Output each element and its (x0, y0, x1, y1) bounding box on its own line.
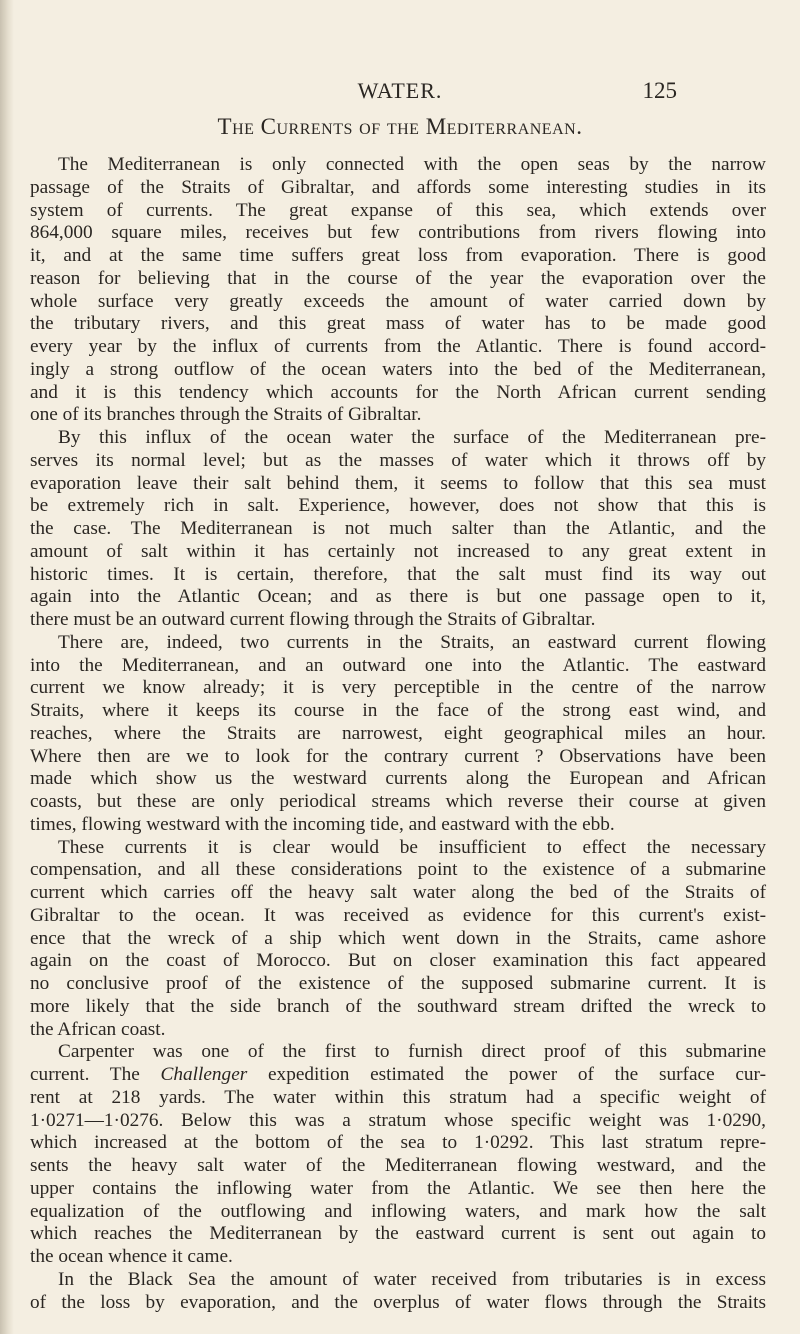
text-line: and it is this tendency which accounts for the North African current sending (30, 381, 766, 403)
text-line: 864,000 square miles, receives but few contributions from rivers flowing into (30, 222, 766, 244)
text-line: In the Black Sea the amount of water received from tributaries is in excess (58, 1268, 766, 1290)
text-line: Straits, where it keeps its course in the face of the strong east wind, and (30, 700, 766, 721)
text-line: there must be an outward current flowing through the Straits of Gibraltar. (30, 609, 596, 630)
text-line: again into the Atlantic Ocean; and as there is but one passage open to it, (30, 586, 766, 608)
text-line: system of currents. The great expanse of this sea, which extends over (30, 199, 766, 221)
text-line: no conclusive proof of the existence of the supposed submarine current. It is (30, 973, 766, 994)
text-line: equalization of the outflowing and inflowing waters, and mark how the salt (30, 1200, 766, 1222)
text-line: be extremely rich in salt. Experience, however, does not show that this is (30, 495, 766, 517)
text-line: The Mediterranean is only connected with the open seas by the narrow (58, 154, 766, 175)
text-line: evaporation leave their salt behind them, it seems to follow that this sea must (30, 472, 766, 494)
text-line: made which show us the westward currents along the European and African (30, 768, 766, 790)
text-line: passage of the Straits of Gibraltar, and affords some interesting studies in its (30, 176, 766, 198)
ship-name: Challenger (160, 1064, 248, 1085)
text-line: current we know already; it is very perceptible in the centre of the narrow (30, 677, 766, 699)
text-line: upper contains the inflowing water from the Atlantic. We see then here the (30, 1177, 766, 1199)
text-line: Where then are we to look for the contrary current ? Observations have been (30, 745, 766, 767)
text-line: rent at 218 yards. The water within this stratum had a specific weight of (30, 1086, 766, 1108)
text-line: historic times. It is certain, therefore, that the salt must find its way out (30, 563, 766, 585)
text-line: more likely that the side branch of the southward stream drifted the wreck to (30, 995, 766, 1017)
text-line: There are, indeed, two currents in the Straits, an eastward current flowing (58, 631, 766, 653)
text-line: which reaches the Mediterranean by the eastward current is sent out again to (30, 1223, 766, 1245)
text-line: coasts, but these are only periodical streams which reverse their course at given (30, 791, 766, 812)
text-line: current which carries off the heavy salt water along the bed of the Straits of (30, 882, 766, 903)
text-line: ingly a strong outflow of the ocean waters into the bed of the Mediterranean, (30, 358, 766, 380)
text-line: of the loss by evaporation, and the overplus of water flows through the Straits (30, 1291, 766, 1313)
text-line: the African coast. (30, 1018, 166, 1040)
text-line: the tributary rivers, and this great mass of water has to be made good (30, 313, 766, 335)
text-line: which increased at the bottom of the sea to 1·0292. This last stratum repre- (30, 1132, 766, 1154)
text-line: Gibraltar to the ocean. It was received as evidence for this current's exist- (30, 904, 766, 926)
text-line: 1·0271—1·0276. Below this was a stratum whose specific weight was 1·0290, (30, 1109, 766, 1131)
body-text (30, 154, 766, 1314)
text-line: it, and at the same time suffers great loss from evaporation. There is good (30, 245, 766, 266)
text-line: the case. The Mediterranean is not much salter than the Atlantic, and the (30, 518, 766, 539)
text-line: sents the heavy salt water of the Mediterranean flowing westward, and the (30, 1155, 766, 1176)
text-line: ence that the wreck of a ship which went down in the Straits, came ashore (30, 927, 766, 949)
running-head (0, 78, 800, 108)
text-line: times, flowing westward with the incoming tide, and eastward with the ebb. (30, 813, 615, 835)
running-title: WATER. (357, 78, 443, 103)
text-line: whole surface very greatly exceeds the amount of water carried down by (30, 290, 766, 312)
page-binding-edge (0, 0, 14, 1334)
page-number: 125 (642, 78, 677, 103)
text-line: again on the coast of Morocco. But on closer examination this fact appeared (30, 950, 766, 972)
text-line: current. The Challenger expedition estimated the power of the surface cur- (30, 1064, 766, 1085)
text-line: These currents it is clear would be insufficient to effect the necessary (58, 836, 766, 858)
text-line: the ocean whence it came. (30, 1246, 233, 1267)
text-line: reaches, where the Straits are narrowest, eight geographical miles an hour. (30, 722, 766, 744)
text-line: reason for believing that in the course of the year the evaporation over the (30, 267, 766, 289)
text-line: every year by the influx of currents from the Atlantic. There is found accord- (30, 336, 766, 357)
text-line: one of its branches through the Straits of Gibraltar. (30, 404, 422, 426)
text-line: into the Mediterranean, and an outward one into the Atlantic. The eastward (30, 654, 766, 676)
text-line: compensation, and all these considerations point to the existence of a submarine (30, 859, 766, 881)
section-title: The Currents of the Mediterranean. (217, 114, 583, 139)
text-line: amount of salt within it has certainly not increased to any great extent in (30, 540, 766, 562)
text-line: serves its normal level; but as the masses of water which it throws off by (30, 449, 766, 471)
text-line: By this influx of the ocean water the surface of the Mediterranean pre- (58, 427, 766, 448)
text-line: Carpenter was one of the first to furnish direct proof of this submarine (58, 1041, 766, 1063)
